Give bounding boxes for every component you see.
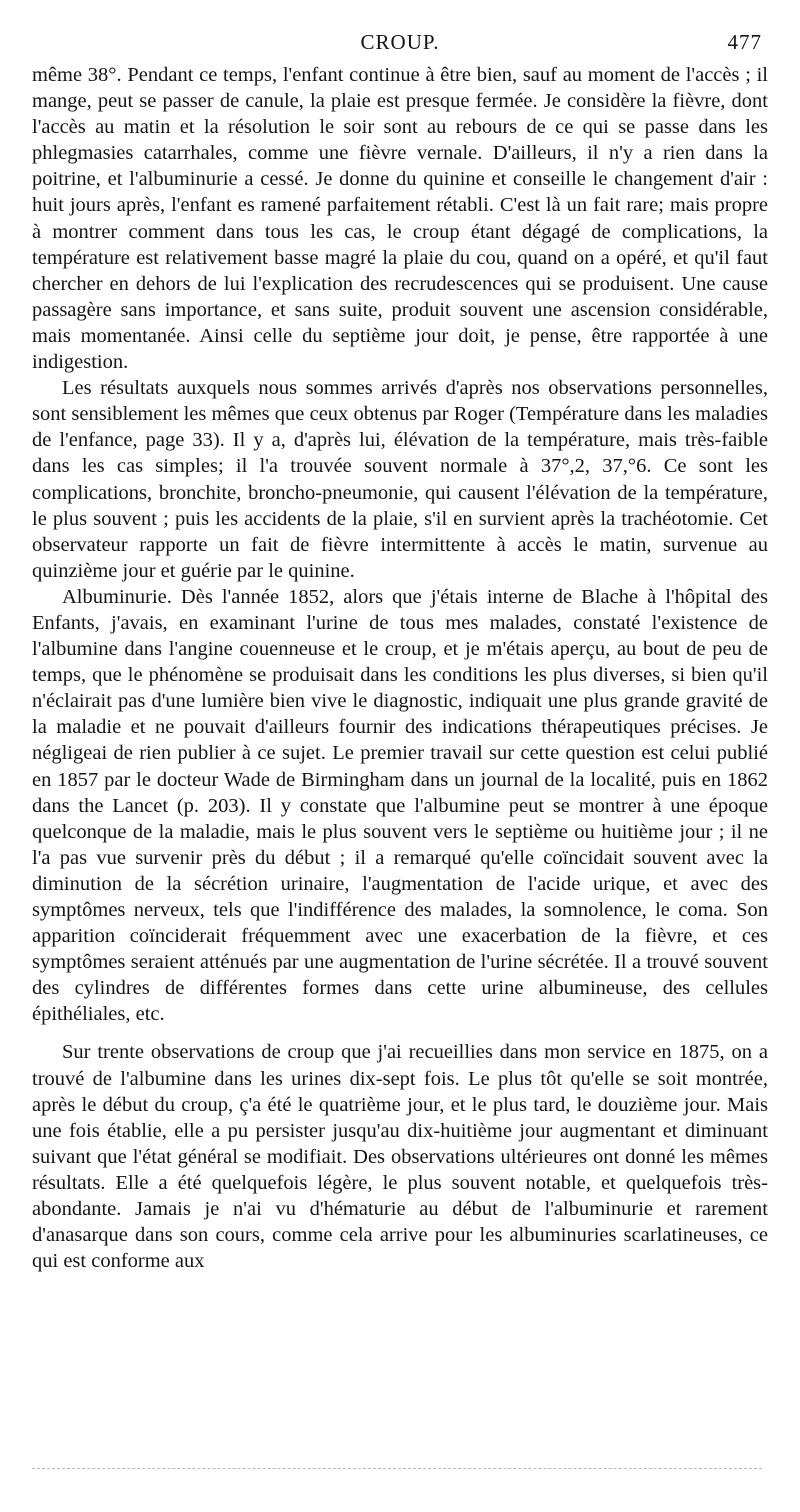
running-head: [32, 30, 768, 58]
page-number: 477: [727, 30, 762, 54]
paragraph-albuminurie: Albuminurie. Dès l'année 1852, alors que j'étais interne de Blache à l'hôpital des Enfants, j'avais, en examinant l'urine de tous mes malades, constaté l'existence de l'albumine dans l'angine couenneuse et le croup, et je m'étais aperçu, au bout de peu de temps, que le phénomène se produisait dans les conditions les plus diverses, si bien qu'il n'éclairait pas d'une lumière bien vive le diagnostic, indiquait une plus grande gravité de la maladie et ne pouvait d'ailleurs fournir des indications thérapeutiques précises. Je négligeai de rien publier à ce sujet. Le premier travail sur cette question est celui publié en 1857 par le docteur Wade de Birmingham dans un journal de la localité, puis en 1862 dans the Lancet (p. 203). Il y constate que l'albumine peut se montrer à une époque quelconque de la maladie, mais le plus souvent vers le septième ou huitième jour ; il ne l'a pas vue survenir près du début ; il a remarqué qu'elle coïncidait souvent avec la diminution de la sécrétion urinaire, l'augmentation de l'acide urique, et avec des symptômes nerveux, tels que l'indifférence des malades, la somnolence, le coma. Son apparition coïnciderait fréquemment avec une exacerbation de la fièvre, et ces symptômes seraient atténués par une augmentation de l'urine sécrétée. Il a trouvé souvent des cylindres de différentes formes dans cette urine albumineuse, des cellules épithéliales, etc.: [32, 585, 768, 1026]
running-title: CROUP.: [360, 30, 440, 54]
paragraph-observations-1875: Sur trente observations de croup que j'ai recueillies dans mon service en 1875, on a trouvé de l'albumine dans les urines dix-sept fois. Le plus tôt qu'elle se soit montrée, après le début du croup, ç'a été le quatrième jour, et le plus tard, le douzième jour. Mais une fois établie, elle a pu persister jusqu'au dix-huitième jour augmentant et diminuant suivant que l'état général se modifiait. Des observations ultérieures ont donné les mêmes résultats. Elle a été quelquefois légère, le plus souvent notable, et quelquefois très-abondante. Jamais je n'ai vu d'hématurie au début de l'albuminurie et rarement d'anasarque dans son cours, comme cela arrive pour les albuminuries scarlatineuses, ce qui est conforme aux: [32, 1041, 768, 1273]
footer-rule: [32, 1468, 762, 1469]
paragraph-continuation: même 38°. Pendant ce temps, l'enfant continue à être bien, sauf au moment de l'accès ; il mange, peut se passer de canule, la plaie est presque fermée. Je considère la fièvre, dont l'accès au matin et la résolution le soir sont au rebours de ce qui se passe dans les phlegmasies catarrhales, comme une fièvre vernale. D'ailleurs, il n'y a rien dans la poitrine, et l'albuminurie a cessé. Je donne du quinine et conseille le changement d'air : huit jours après, l'enfant es ramené parfaitement rétabli. C'est là un fait rare; mais propre à montrer comment dans tous les cas, le croup étant dégagé de complications, la température est relativement basse magré la plaie du cou, quand on a opéré, et qu'il faut chercher en dehors de lui l'explication des recrudescences qui se produisent. Une cause passagère sans importance, et sans suite, produit souvent une ascension considérable, mais momentanée. Ainsi celle du septième jour doit, je pense, être rapportée à une indigestion.: [32, 64, 768, 374]
paragraph-roger-results: Les résultats auxquels nous sommes arrivés d'après nos observations personnelles, sont sensiblement les mêmes que ceux obtenus par Roger (Température dans les maladies de l'enfance, page 33). Il y a, d'après lui, élévation de la température, mais très-faible dans les cas simples; il l'a trouvée souvent normale à 37°,2, 37,°6. Ce sont les complications, bronchite, broncho-pneumonie, qui causent l'élévation de la température, le plus souvent ; puis les accidents de la plaie, s'il en survient après la trachéotomie. Cet observateur rapporte un fait de fièvre intermittente à accès le matin, survenue au quinzième jour et guérie par le quinine.: [32, 377, 768, 582]
body-text: [32, 62, 768, 1274]
paragraph-gap: [32, 1027, 768, 1039]
